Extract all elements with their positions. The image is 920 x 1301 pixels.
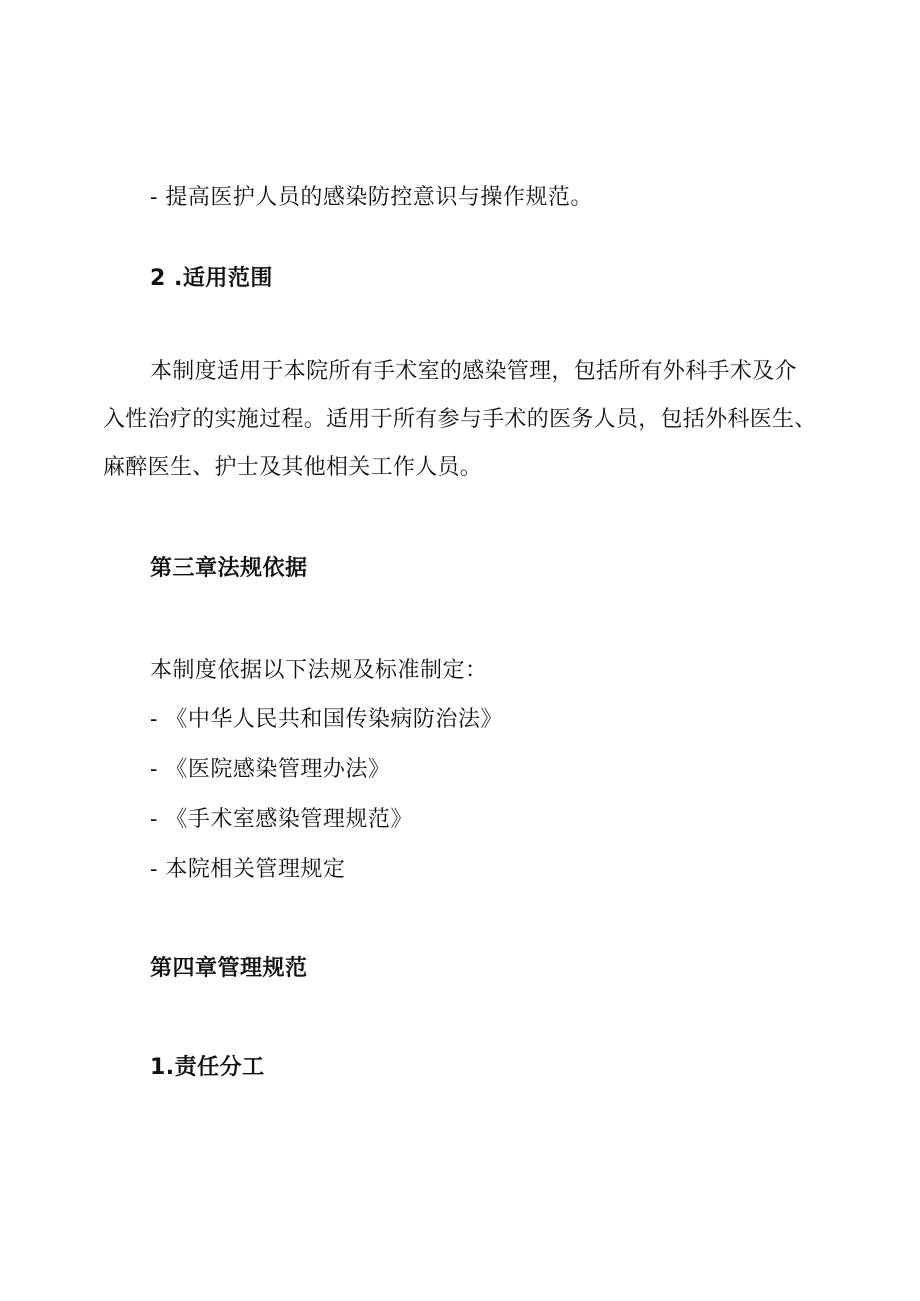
scope-paragraph-line-3: 麻醉医生、护士及其他相关工作人员。 [103, 455, 483, 480]
heading-scope: 2 .适用范围 [150, 266, 273, 291]
chapter4-heading: 第四章管理规范 [150, 956, 308, 981]
law-list-item: - 《手术室感染管理规范》 [150, 807, 413, 832]
scope-paragraph-line-2: 入性治疗的实施过程。适用于所有参与手术的医务人员，包括外科医生、 [103, 407, 817, 432]
law-list-item: - 本院相关管理规定 [150, 857, 346, 882]
chapter3-intro: 本制度依据以下法规及标准制定： [150, 658, 488, 683]
law-list-item: - 《医院感染管理办法》 [150, 757, 391, 782]
scope-paragraph-line-1: 本制度适用于本院所有手术室的感染管理，包括所有外科手术及介 [150, 359, 797, 384]
bullet-awareness: - 提高医护人员的感染防控意识与操作规范。 [150, 185, 593, 210]
subheading-responsibility: 1.责任分工 [150, 1055, 265, 1080]
chapter3-heading: 第三章法规依据 [150, 556, 308, 581]
law-list-item: - 《中华人民共和国传染病防治法》 [150, 707, 503, 732]
